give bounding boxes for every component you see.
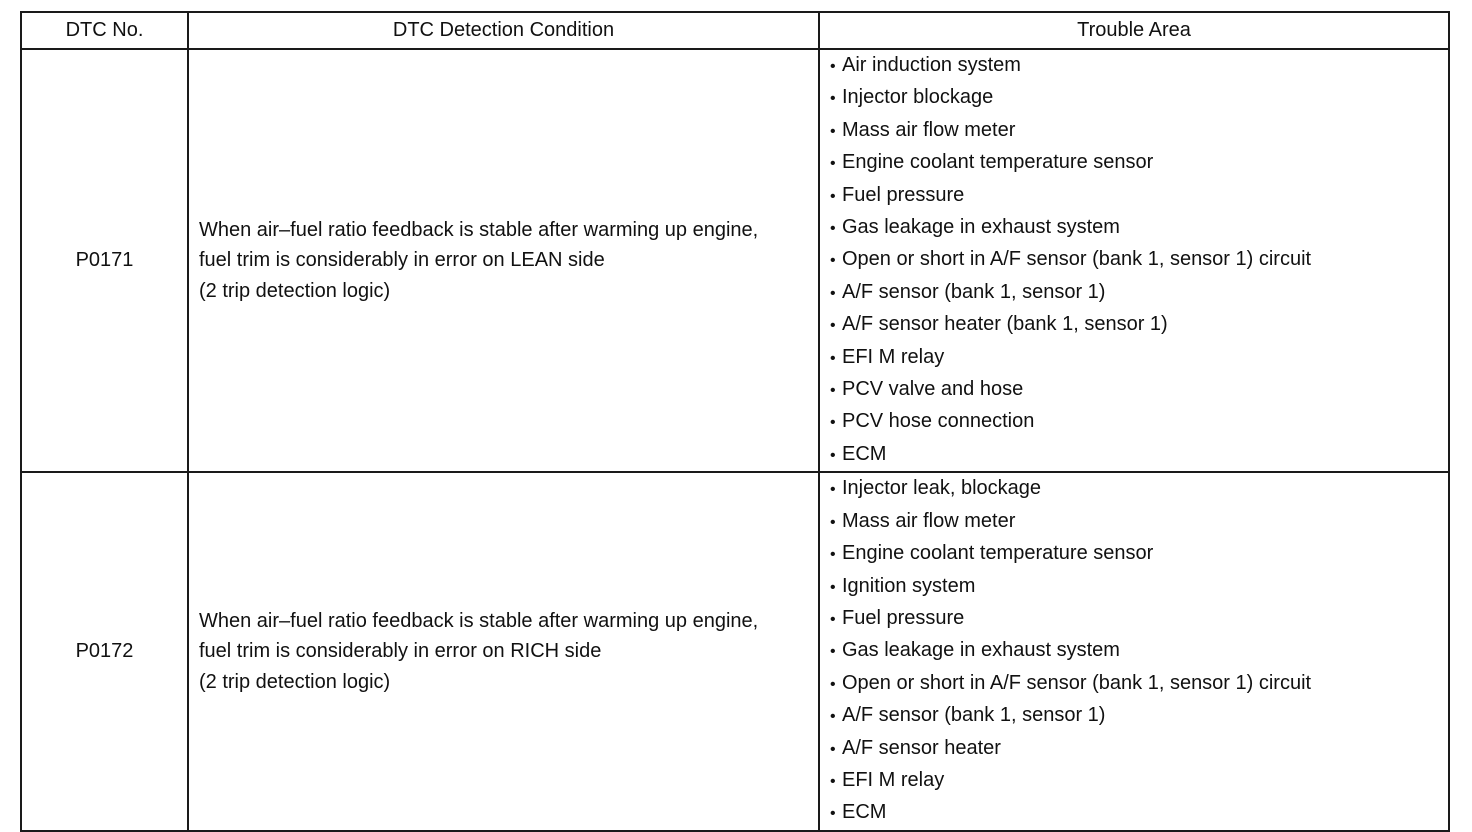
trouble-area-text: PCV hose connection — [842, 410, 1035, 433]
trouble-area-item — [830, 50, 1448, 82]
trouble-area-item — [830, 571, 1448, 603]
trouble-area-item — [830, 797, 1448, 829]
trouble-area-item — [830, 439, 1448, 471]
trouble-area-item — [830, 180, 1448, 212]
trouble-area-item — [830, 115, 1448, 147]
trouble-area-text: Open or short in A/F sensor (bank 1, sensor 1) circuit — [842, 671, 1312, 694]
bullet-icon: • — [830, 382, 836, 400]
trouble-area-item — [830, 473, 1448, 505]
bullet-icon: • — [830, 513, 836, 531]
condition-line: (2 trip detection logic) — [199, 279, 391, 302]
bullet-icon: • — [830, 252, 836, 270]
trouble-area-item — [830, 635, 1448, 667]
trouble-area-item — [830, 538, 1448, 570]
trouble-area-item — [830, 309, 1448, 341]
bullet-icon: • — [830, 481, 836, 499]
trouble-area-item — [830, 406, 1448, 438]
condition-line: fuel trim is considerably in error on RICH side — [199, 640, 602, 663]
trouble-area-item — [830, 700, 1448, 732]
bullet-icon: • — [830, 675, 836, 693]
trouble-area-item — [830, 668, 1448, 700]
bullet-icon: • — [830, 349, 836, 367]
trouble-area-item — [830, 277, 1448, 309]
bullet-icon: • — [830, 155, 836, 173]
dtc-table — [20, 11, 1450, 832]
bullet-icon: • — [830, 772, 836, 790]
trouble-area-text: PCV valve and hose — [842, 378, 1024, 401]
detection-condition-cell — [188, 472, 819, 830]
dtc-number-cell: P0172 — [21, 472, 188, 830]
trouble-area-item — [830, 733, 1448, 765]
trouble-area-text: Air induction system — [842, 54, 1021, 76]
bullet-icon: • — [830, 187, 836, 205]
condition-line: When air–fuel ratio feedback is stable after warming up engine, — [199, 609, 759, 632]
dtc-number-cell: P0171 — [21, 49, 188, 472]
bullet-icon: • — [830, 610, 836, 628]
header-detection-condition: DTC Detection Condition — [188, 12, 819, 49]
trouble-area-text: A/F sensor heater (bank 1, sensor 1) — [842, 313, 1168, 336]
trouble-area-item — [830, 506, 1448, 538]
trouble-area-item — [830, 147, 1448, 179]
header-trouble-area: Trouble Area — [819, 12, 1449, 49]
trouble-area-item — [830, 342, 1448, 374]
trouble-area-text: Injector leak, blockage — [842, 477, 1042, 500]
trouble-area-cell — [819, 472, 1449, 830]
trouble-area-text: A/F sensor heater — [842, 736, 1001, 759]
trouble-area-text: A/F sensor (bank 1, sensor 1) — [842, 280, 1106, 303]
bullet-icon: • — [830, 643, 836, 661]
table-row — [21, 472, 1449, 830]
trouble-area-text: Mass air flow meter — [842, 118, 1016, 141]
trouble-area-text: Mass air flow meter — [842, 509, 1016, 532]
trouble-area-text: Open or short in A/F sensor (bank 1, sensor 1) circuit — [842, 248, 1312, 271]
bullet-icon: • — [830, 414, 836, 432]
trouble-area-list — [830, 473, 1448, 829]
condition-line: When air–fuel ratio feedback is stable after warming up engine, — [199, 218, 759, 241]
trouble-area-text: Ignition system — [842, 574, 976, 597]
bullet-icon: • — [830, 546, 836, 564]
header-dtc-no: DTC No. — [21, 12, 188, 49]
table-header — [21, 12, 1449, 49]
trouble-area-text: Gas leakage in exhaust system — [842, 639, 1120, 662]
trouble-area-text: A/F sensor (bank 1, sensor 1) — [842, 704, 1106, 727]
trouble-area-item — [830, 212, 1448, 244]
bullet-icon: • — [830, 446, 836, 464]
trouble-area-item — [830, 82, 1448, 114]
condition-line: (2 trip detection logic) — [199, 670, 391, 693]
bullet-icon: • — [830, 708, 836, 726]
trouble-area-text: ECM — [842, 442, 887, 465]
header-row — [21, 12, 1449, 49]
trouble-area-item — [830, 765, 1448, 797]
bullet-icon: • — [830, 220, 836, 238]
trouble-area-text: EFI M relay — [842, 768, 945, 791]
bullet-icon: • — [830, 317, 836, 335]
bullet-icon: • — [830, 90, 836, 108]
table-row — [21, 49, 1449, 472]
trouble-area-list — [830, 50, 1448, 471]
bullet-icon: • — [830, 805, 836, 823]
trouble-area-text: Fuel pressure — [842, 183, 965, 206]
trouble-area-text: EFI M relay — [842, 345, 945, 368]
bullet-icon: • — [830, 740, 836, 758]
trouble-area-text: Injector blockage — [842, 86, 994, 109]
trouble-area-text: ECM — [842, 801, 887, 824]
trouble-area-item — [830, 244, 1448, 276]
bullet-icon: • — [830, 578, 836, 596]
detection-condition-cell — [188, 49, 819, 472]
trouble-area-item — [830, 603, 1448, 635]
bullet-icon: • — [830, 122, 836, 140]
trouble-area-text: Engine coolant temperature sensor — [842, 151, 1154, 174]
table-body — [21, 49, 1449, 831]
trouble-area-cell — [819, 49, 1449, 472]
trouble-area-item — [830, 374, 1448, 406]
trouble-area-text: Engine coolant temperature sensor — [842, 542, 1154, 565]
trouble-area-text: Gas leakage in exhaust system — [842, 216, 1120, 239]
bullet-icon: • — [830, 58, 836, 75]
trouble-area-text: Fuel pressure — [842, 606, 965, 629]
condition-line: fuel trim is considerably in error on LEAN side — [199, 249, 605, 272]
bullet-icon: • — [830, 284, 836, 302]
